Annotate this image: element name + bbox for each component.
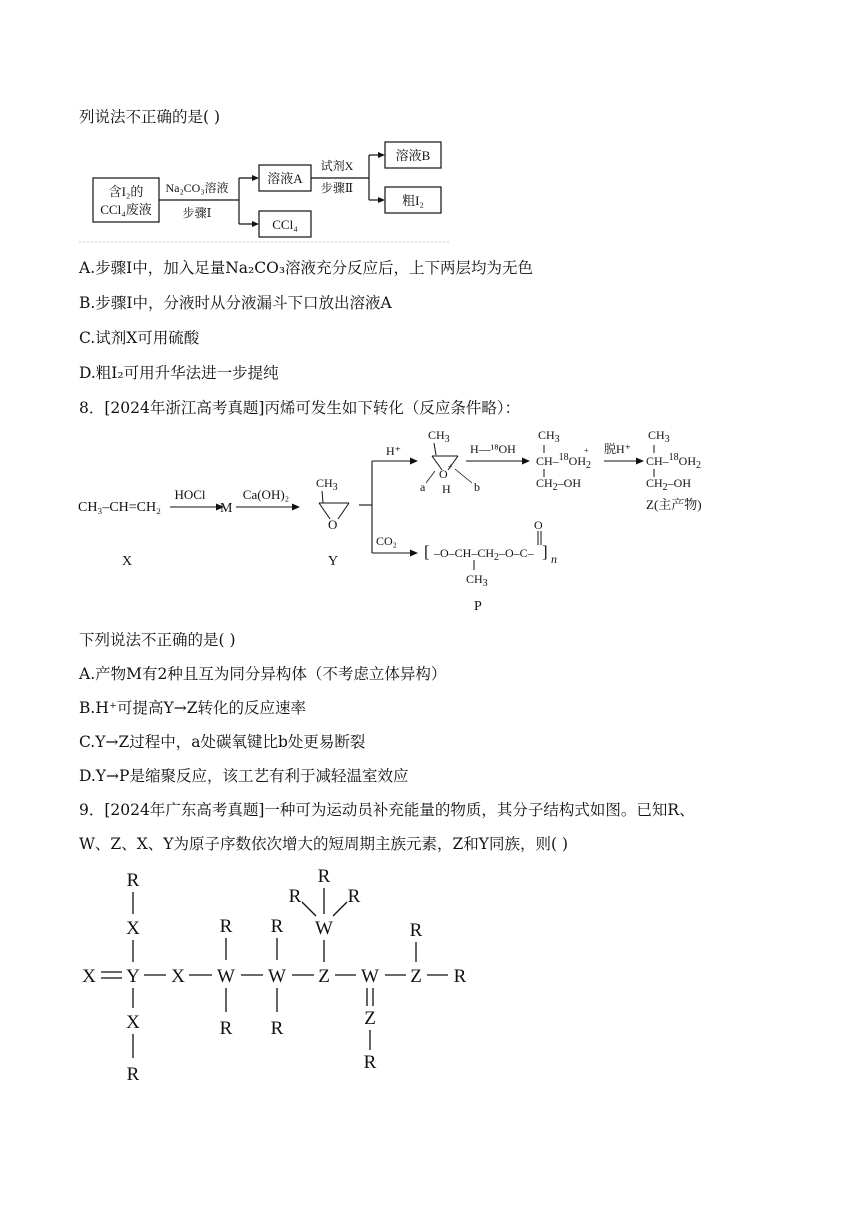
z-chain: $CH-^{18}OH_2$ [646,452,702,471]
q9-structure-diagram [76,862,496,1092]
polymer-carbonyl-o: O [534,518,543,532]
y-methyl: $CH_3$ [316,476,338,493]
q9-stem-line1: 9．[2024年广东高考真题]一种可为运动员补充能量的物质，其分子结构式如图。已知R、 [79,801,695,819]
z-methyl: $CH_3$ [648,428,670,445]
svg-text:R: R [409,920,423,941]
deprotonation-label: 脱H⁺ [604,442,632,456]
arrow1-top-label: Na₂CO₃溶液 [165,181,229,195]
svg-text:R: R [219,1018,233,1039]
z-label: Z(主产物) [646,497,702,512]
svg-text:Z: Z [364,1008,376,1029]
svg-text:R: R [219,916,233,937]
p-label: P [474,599,482,614]
q7-option-b: B.步骤Ⅰ中，分液时从分液漏斗下口放出溶液A [79,294,392,312]
z-ch2oh: $CH_2-OH$ [646,476,692,493]
x-label: X [122,554,133,569]
bond-a-label: a [420,480,426,494]
q8-reaction-scheme [74,425,734,617]
q9-stem-line2: W、Z、X、Y为原子序数依次增大的短周期主族元素，Z和Y同族，则( ) [79,835,568,853]
q7-option-a: A.步骤Ⅰ中，加入足量Na₂CO₃溶液充分反应后，上下两层均为无色 [79,259,534,277]
y-label: Y [328,554,339,569]
q7-option-d: D.粗I₂可用升华法进一步提纯 [79,364,279,382]
svg-text:+: + [448,462,453,471]
svg-text:n: n [551,552,557,566]
svg-text:R: R [126,1064,140,1085]
svg-text:R: R [270,916,284,937]
svg-text:R: R [126,870,140,891]
q8-option-a: A.产物M有2种且互为同分异构体（不考虑立体异构） [79,665,447,683]
svg-text:Y: Y [126,966,140,987]
hocl-reagent: HOCl [174,487,206,502]
h18oh-reagent: H—¹⁸OH [470,442,516,456]
q8-option-c: C.Y→Z过程中，a处碳氧键比b处更易断裂 [79,733,366,751]
x-formula: CH₃–CH=CH₂ [78,500,162,515]
intermediate-ch2oh: $CH_2-OH$ [536,476,582,493]
ccl4-label: CCl₄ [272,217,298,232]
intermediate-methyl: $CH_3$ [538,428,560,445]
svg-text:R: R [317,866,331,887]
svg-text:Z: Z [410,966,422,987]
svg-text:X: X [171,966,185,987]
start-label-1: 含I₂的 [108,184,144,199]
crude-i2-label: 粗I₂ [402,193,424,208]
arrow2-top-label: 试剂X [320,159,354,173]
solution-a-label: 溶液A [267,171,303,186]
protonated-oxygen: O [439,467,448,481]
svg-text:W: W [361,966,379,987]
svg-text:X: X [126,918,140,939]
q8-option-b: B.H⁺可提高Y→Z转化的反应速率 [79,699,307,717]
q7-stem-tail: 列说法不正确的是( ) [79,108,221,126]
svg-text:W: W [268,966,286,987]
svg-text:R: R [347,886,361,907]
arrow2-bottom-label: 步骤Ⅱ [320,181,354,195]
svg-text:X: X [126,1012,140,1033]
protonated-hydrogen: H [442,482,451,496]
arrow1-bottom-label: 步骤Ⅰ [182,206,212,220]
y-oxygen: O [328,517,338,532]
q8-stem: 8．[2024年浙江高考真题]丙烯可发生如下转化（反应条件略）： [79,399,521,417]
q8-followup: 下列说法不正确的是( ) [79,631,236,649]
intermediate-m: M [220,501,233,516]
intermediate-chain: $CH-^{18}OH_2$ [536,452,592,471]
polymer-methyl: $CH_3$ [466,572,488,589]
svg-text:[: [ [424,542,430,561]
svg-text:+: + [584,446,589,455]
svg-text:W: W [315,918,333,939]
q8-option-d: D.Y→P是缩聚反应，该工艺有利于减轻温室效应 [79,767,409,785]
co2-reagent: CO₂ [376,534,397,548]
q7-flowchart [79,138,459,248]
bond-b-label: b [474,480,480,494]
q7-option-c: C.试剂X可用硫酸 [79,329,200,347]
start-label-2: CCl₄废液 [100,202,152,217]
svg-text:X: X [82,966,96,987]
svg-text:R: R [288,886,302,907]
caoh2-reagent: Ca(OH)₂ [242,487,290,502]
h-plus-reagent: H⁺ [386,444,401,458]
svg-text:R: R [363,1052,377,1073]
svg-text:Z: Z [318,966,330,987]
svg-text:W: W [217,966,235,987]
polymer-backbone: $-O-CH-CH_2-O-C-$ [434,546,534,563]
solution-b-label: 溶液B [395,148,431,163]
protonated-methyl: $CH_3$ [428,428,450,445]
svg-text:R: R [453,966,467,987]
svg-text:R: R [270,1018,284,1039]
svg-text:]: ] [542,542,548,561]
